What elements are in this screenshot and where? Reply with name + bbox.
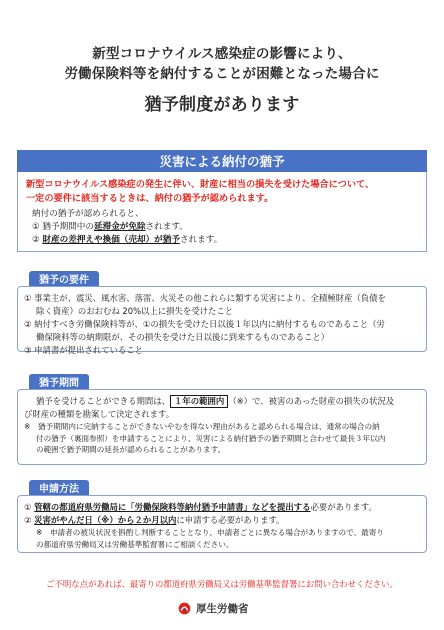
period-note-line: ※ 猶予期間内に完納することができないやむを得ない理由があると認められる場合は、通常の場合の納 [24, 422, 380, 431]
benefit-item-1-pre: ① 猶予期間中の [32, 222, 94, 232]
section-requirements-body [17, 286, 427, 355]
application-1-underlined: 管轄の都道府県労働局に「労働保険料等納付猶予申請書」などを提出する [34, 502, 311, 512]
header-line-1: 新型コロナウイルス感染症の影響により、 [92, 46, 352, 62]
section-period-body [17, 389, 427, 465]
benefit-item-2-post: されます。 [179, 235, 223, 245]
application-2-pre: ② [24, 515, 35, 525]
application-note-line: ※ 申請者の被災状況を斟酌し判断することとなり、申請者ごとに異なる場合がありますので、最寄り [36, 528, 384, 537]
period-note-line: 付の猶予（裏面参照）を申請することにより、災害による納付猶予の猶予期間と合わせて最長３年以内 [36, 433, 386, 443]
period-one-year-box: １年の範囲内 [170, 395, 228, 408]
period-line-1 [24, 395, 420, 408]
intro-text: 納付の猶予が認められると、 [32, 209, 144, 219]
mhlw-logo-text: 厚生労働省 [196, 602, 249, 615]
requirement-line: ① 事業主が、震災、風水害、落雷、火災その他これらに類する災害により、全積極財産（負債を [24, 293, 386, 303]
footer-contact-note: ご不明な点があれば、最寄りの都道府県労働局又は労働基準監督署にお問い合わせください。 [46, 579, 398, 589]
application-line-1 [24, 501, 420, 514]
requirement-line: ③ 申請書が提出されていること [24, 345, 144, 355]
application-1-post: 必要があります。 [310, 502, 377, 512]
lead-line-2: 一定の要件に該当するときは、納付の猶予が認められます。 [26, 193, 274, 204]
mhlw-logo [178, 600, 249, 616]
period-line-2: び財産の種類を勘案して決定されます。 [24, 409, 175, 419]
application-1-pre: ① [24, 502, 35, 512]
benefit-item-1-post: されます。 [145, 222, 188, 232]
application-2-underlined: 災害がやんだ日（※）から２か月以内 [34, 515, 177, 525]
section-application-body [17, 495, 427, 553]
requirement-line: 除く資産）のおおむね 20%以上に損失を受けたこと [36, 306, 234, 316]
header-headline: 猶予制度があります [144, 95, 300, 115]
period-text-post: （※）で、被害のあった財産の損失の状況及 [228, 396, 395, 406]
lead-line-1: 新型コロナウイルス感染症の発生に伴い、財産に相当の損失を受けた場合について、 [26, 179, 375, 190]
application-line-2 [24, 514, 420, 527]
section-period-tab: 猶予期間 [29, 374, 89, 389]
period-text-pre: 猶予を受けることができる期間は、 [36, 396, 170, 406]
section-requirements-tab: 猶予の要件 [29, 271, 99, 286]
header-line-2: 労働保険料等を納付することが困難となった場合に [64, 66, 380, 82]
requirement-line: 働保険料等の納期限が、その損失を受けた日以後に到来するものであること） [36, 332, 330, 342]
benefit-item-1 [26, 221, 418, 234]
section-disaster-body [17, 172, 427, 252]
application-2-post: に申請する必要があります。 [176, 515, 285, 525]
benefit-item-1-em: 延滞金が免除 [94, 222, 146, 232]
mhlw-logo-icon [178, 602, 191, 615]
application-note-line: の都道府県労働局又は労働基準監督署にご相談ください。 [36, 539, 234, 549]
benefit-item-2-em: 財産の差押えや換価（売却）が猶予 [42, 235, 180, 245]
section-application-tab: 申請方法 [29, 480, 89, 495]
requirement-line: ② 納付すべき労働保険料等が、①の損失を受けた日以後１年以内に納付するものであること（労 [24, 319, 385, 329]
benefit-item-2 [26, 234, 418, 247]
period-note-line: の範囲で猶予期間の延長が認められることがあります。 [36, 445, 226, 454]
benefit-item-2-pre: ② [32, 235, 43, 245]
section-disaster-title: 災害による納付の猶予 [17, 150, 427, 172]
